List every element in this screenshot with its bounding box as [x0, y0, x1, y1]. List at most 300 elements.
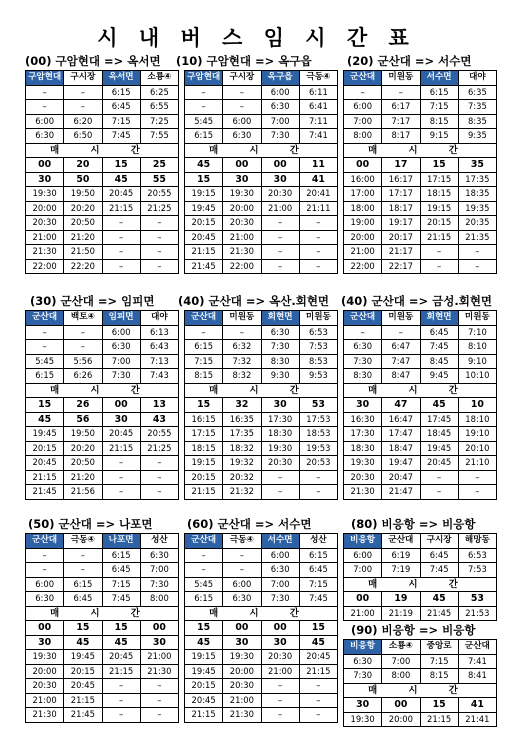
time-cell: 8:30 [344, 369, 382, 384]
time-cell: 19:30 [261, 441, 299, 456]
time-cell: – [185, 325, 223, 340]
time-cell: 20 [64, 158, 102, 173]
time-cell: 21:45 [64, 708, 102, 723]
time-cell: – [102, 485, 140, 500]
time-cell: 20:45 [299, 650, 337, 665]
table-row [26, 398, 179, 413]
time-cell: 21:15 [102, 201, 140, 216]
time-cell: 6:17 [382, 100, 420, 115]
time-cell: 6:00 [26, 114, 64, 129]
time-cell: 20:10 [458, 441, 496, 456]
schedule-table [343, 310, 497, 500]
route-timetable [25, 53, 179, 274]
time-cell: 15 [185, 172, 223, 187]
table-row [344, 441, 497, 456]
time-cell: 8:17 [382, 129, 420, 144]
time-cell: 7:15 [185, 354, 223, 369]
table-row [26, 354, 179, 369]
time-cell: 7:45 [102, 592, 140, 607]
table-row [344, 470, 497, 485]
time-cell: 7:10 [458, 325, 496, 340]
time-cell: – [299, 485, 337, 500]
interval-row [185, 606, 338, 621]
table-row [26, 485, 179, 500]
stop-name: 미원동 [458, 311, 496, 326]
time-cell: – [102, 259, 140, 274]
time-cell: 21:15 [299, 664, 337, 679]
table-row [26, 412, 179, 427]
time-cell: 9:53 [299, 369, 337, 384]
time-cell: – [64, 85, 102, 100]
table-row [185, 172, 338, 187]
stop-name: 미원동 [223, 311, 261, 326]
time-cell: 18:47 [382, 441, 420, 456]
stop-name: 서수면 [261, 534, 299, 549]
time-cell: 5:45 [185, 577, 223, 592]
table-row [26, 158, 179, 173]
time-cell: – [140, 456, 178, 471]
time-cell: 7:30 [261, 340, 299, 355]
time-cell: 20:30 [223, 216, 261, 231]
time-cell: 20:32 [223, 470, 261, 485]
time-cell: 19:45 [26, 427, 64, 442]
time-cell: 20:00 [223, 201, 261, 216]
time-cell: 20:20 [64, 441, 102, 456]
time-cell: 8:00 [382, 669, 420, 684]
time-cell: 22:00 [344, 259, 382, 274]
interval-label: 매 시 간 [26, 606, 179, 621]
time-cell: 7:30 [102, 369, 140, 384]
time-cell: – [223, 100, 261, 115]
time-cell: 20:47 [382, 470, 420, 485]
time-cell: 20:00 [223, 664, 261, 679]
time-cell: – [185, 85, 223, 100]
route-title: (50) 군산대 => 나포면 [28, 517, 153, 531]
time-cell: 20:15 [185, 470, 223, 485]
table-row [26, 85, 179, 100]
time-cell: 7:17 [382, 114, 420, 129]
table-row [185, 592, 338, 607]
time-cell: 8:00 [140, 592, 178, 607]
time-cell: 7:00 [140, 563, 178, 578]
time-cell: 20:35 [458, 216, 496, 231]
table-row [185, 259, 338, 274]
time-cell: – [102, 679, 140, 694]
table-row [344, 485, 497, 500]
table-row [26, 369, 179, 384]
time-cell: 7:15 [420, 654, 458, 669]
table-row [344, 325, 497, 340]
time-cell: 21:50 [64, 245, 102, 260]
time-cell: 21:15 [185, 485, 223, 500]
page-title: 시 내 버 스 임 시 간 표 [97, 26, 416, 50]
stop-name: 군산대 [382, 534, 420, 549]
time-cell: 19:53 [299, 441, 337, 456]
table-row [26, 577, 179, 592]
time-cell: 21:53 [458, 606, 496, 621]
time-cell: 6:53 [299, 325, 337, 340]
time-cell: 20:00 [382, 712, 420, 727]
time-cell: 18:35 [458, 187, 496, 202]
table-row [185, 470, 338, 485]
stop-name: 극동④ [299, 71, 337, 86]
time-cell: – [458, 245, 496, 260]
time-cell: 6:00 [344, 100, 382, 115]
time-cell: 21:15 [26, 470, 64, 485]
time-cell: – [64, 325, 102, 340]
interval-label: 매 시 간 [26, 143, 179, 158]
stop-name: 군산대 [26, 311, 64, 326]
time-cell: 6:30 [223, 592, 261, 607]
time-cell: 26 [64, 398, 102, 413]
schedule-table [184, 533, 338, 723]
time-cell: 6:00 [261, 85, 299, 100]
stop-name: 대야 [458, 71, 496, 86]
route-timetable [184, 516, 338, 723]
time-cell: 45 [185, 158, 223, 173]
time-cell: 47 [382, 398, 420, 413]
time-cell: 6:30 [26, 592, 64, 607]
time-cell: 7:19 [382, 563, 420, 578]
time-cell: 7:15 [102, 577, 140, 592]
time-cell: 10:10 [458, 369, 496, 384]
time-cell: 20:15 [185, 679, 223, 694]
time-cell: 17:17 [382, 187, 420, 202]
time-cell: – [140, 708, 178, 723]
time-cell: 6:15 [420, 85, 458, 100]
time-cell: 6:53 [458, 548, 496, 563]
stop-name: 해망동 [458, 534, 496, 549]
time-cell: 18:30 [344, 441, 382, 456]
time-cell: 9:15 [420, 129, 458, 144]
time-cell: 19:45 [185, 664, 223, 679]
time-cell: – [261, 679, 299, 694]
time-cell: 53 [299, 398, 337, 413]
time-cell: 30 [261, 635, 299, 650]
time-cell: 15 [102, 621, 140, 636]
time-cell: – [102, 216, 140, 231]
time-cell: 21:19 [382, 606, 420, 621]
time-cell: 9:45 [420, 369, 458, 384]
table-row [185, 708, 338, 723]
table-row [344, 172, 497, 187]
stop-name: 미원동 [382, 71, 420, 86]
time-cell: 22:20 [64, 259, 102, 274]
stop-header-row [344, 71, 497, 86]
stop-name: 구암현대 [26, 71, 64, 86]
time-cell: – [261, 230, 299, 245]
time-cell: 7:25 [140, 114, 178, 129]
time-cell: 7:30 [344, 354, 382, 369]
time-cell: 8:15 [185, 369, 223, 384]
time-cell: 6:15 [102, 548, 140, 563]
time-cell: 19:10 [458, 427, 496, 442]
time-cell: 7:45 [420, 340, 458, 355]
time-cell: 6:45 [420, 548, 458, 563]
route-title: (60) 군산대 => 서수면 [187, 517, 312, 531]
time-cell: 30 [26, 635, 64, 650]
time-cell: 30 [223, 172, 261, 187]
time-cell: – [420, 485, 458, 500]
time-cell: – [26, 325, 64, 340]
stop-name: 대야 [140, 311, 178, 326]
time-cell: 41 [299, 172, 337, 187]
table-row [344, 245, 497, 260]
time-cell: 21:45 [185, 259, 223, 274]
time-cell: 20:30 [344, 470, 382, 485]
time-cell: 20:45 [185, 693, 223, 708]
table-row [185, 635, 338, 650]
table-row [344, 563, 497, 578]
time-cell: 6:30 [140, 548, 178, 563]
interval-label: 매 시 간 [185, 606, 338, 621]
time-cell: – [26, 340, 64, 355]
route-title: (80) 비응항 => 비응항 [351, 517, 476, 531]
time-cell: 8:10 [458, 340, 496, 355]
time-cell: 6:15 [185, 129, 223, 144]
time-cell: 19:45 [64, 650, 102, 665]
time-cell: 21:15 [102, 664, 140, 679]
table-row [26, 427, 179, 442]
time-cell: 20:30 [261, 456, 299, 471]
stop-name: 회현면 [261, 311, 299, 326]
time-cell: 8:00 [344, 129, 382, 144]
table-row [26, 216, 179, 231]
stop-header-row [344, 311, 497, 326]
time-cell: 30 [261, 172, 299, 187]
table-row [26, 456, 179, 471]
table-row [185, 398, 338, 413]
time-cell: 19:15 [185, 456, 223, 471]
time-cell: – [261, 485, 299, 500]
time-cell: 20:45 [185, 230, 223, 245]
table-row [185, 577, 338, 592]
table-row [344, 158, 497, 173]
time-cell: 22:00 [223, 259, 261, 274]
time-cell: 20:50 [64, 216, 102, 231]
time-cell: 16:17 [382, 172, 420, 187]
time-cell: 20:00 [26, 201, 64, 216]
stop-name: 구시장 [223, 71, 261, 86]
table-row [185, 325, 338, 340]
stop-name: 구암현대 [185, 71, 223, 86]
time-cell: 8:45 [420, 354, 458, 369]
table-row [344, 548, 497, 563]
time-cell: 7:15 [299, 577, 337, 592]
time-cell: – [64, 548, 102, 563]
time-cell: 20:55 [140, 187, 178, 202]
time-cell: 21:20 [64, 470, 102, 485]
table-row [185, 100, 338, 115]
time-cell: – [458, 485, 496, 500]
time-cell: 55 [140, 172, 178, 187]
interval-row [26, 143, 179, 158]
interval-label: 매 시 간 [185, 143, 338, 158]
table-row [344, 592, 497, 607]
table-row [185, 158, 338, 173]
time-cell: – [420, 245, 458, 260]
time-cell: 17 [382, 158, 420, 173]
time-cell: 7:53 [458, 563, 496, 578]
stop-name: 비응항 [344, 534, 382, 549]
time-cell: 20:45 [420, 456, 458, 471]
time-cell: 19:17 [382, 216, 420, 231]
interval-row [344, 143, 497, 158]
time-cell: 21:00 [344, 606, 382, 621]
table-row [26, 664, 179, 679]
time-cell: 6:11 [299, 85, 337, 100]
time-cell: 18:00 [344, 201, 382, 216]
time-cell: – [223, 548, 261, 563]
time-cell: 17:35 [223, 427, 261, 442]
stop-name: 서수면 [420, 71, 458, 86]
time-cell: 18:15 [420, 187, 458, 202]
stop-header-row [26, 311, 179, 326]
time-cell: 6:47 [382, 340, 420, 355]
time-cell: 20:30 [261, 187, 299, 202]
time-cell: 6:00 [344, 548, 382, 563]
time-cell: 6:30 [223, 129, 261, 144]
time-cell: – [299, 245, 337, 260]
table-row [344, 187, 497, 202]
time-cell: – [185, 563, 223, 578]
time-cell: 00 [344, 158, 382, 173]
time-cell: 21:56 [64, 485, 102, 500]
schedule-table [25, 310, 179, 500]
time-cell: 18:45 [420, 427, 458, 442]
time-cell: 53 [458, 592, 496, 607]
time-cell: 7:00 [382, 654, 420, 669]
time-cell: 5:45 [26, 354, 64, 369]
time-cell: 20:30 [26, 679, 64, 694]
table-row [185, 85, 338, 100]
time-cell: 19:50 [64, 427, 102, 442]
time-cell: – [185, 100, 223, 115]
time-cell: 5:56 [64, 354, 102, 369]
time-cell: 19:47 [382, 456, 420, 471]
time-cell: – [299, 470, 337, 485]
interval-label: 매 시 간 [344, 143, 497, 158]
time-cell: 00 [261, 158, 299, 173]
time-cell: – [299, 693, 337, 708]
time-cell: 21:20 [64, 230, 102, 245]
time-cell: 6:19 [382, 548, 420, 563]
time-cell: 7:00 [261, 114, 299, 129]
time-cell: 20:30 [261, 650, 299, 665]
table-row [344, 85, 497, 100]
time-cell: 19:45 [420, 441, 458, 456]
time-cell: 6:45 [102, 563, 140, 578]
time-cell: 18:15 [185, 441, 223, 456]
table-row [185, 441, 338, 456]
time-cell: 8:15 [420, 114, 458, 129]
time-cell: – [26, 85, 64, 100]
table-row [26, 441, 179, 456]
time-cell: – [26, 548, 64, 563]
time-cell: – [299, 259, 337, 274]
table-row [185, 679, 338, 694]
table-row [26, 693, 179, 708]
time-cell: 8:30 [261, 354, 299, 369]
table-row [344, 201, 497, 216]
interval-row [185, 383, 338, 398]
time-cell: 22:00 [26, 259, 64, 274]
interval-row [344, 577, 497, 592]
stop-name: 나포면 [102, 534, 140, 549]
stop-name: 백토④ [64, 311, 102, 326]
time-cell: – [140, 216, 178, 231]
time-cell: 7:45 [102, 129, 140, 144]
interval-row [344, 683, 497, 698]
time-cell: 00 [344, 592, 382, 607]
time-cell: 45 [64, 635, 102, 650]
table-row [26, 470, 179, 485]
time-cell: 21:17 [382, 245, 420, 260]
table-row [344, 669, 497, 684]
time-cell: 6:25 [140, 85, 178, 100]
time-cell: 6:30 [102, 340, 140, 355]
time-cell: 16:47 [382, 412, 420, 427]
time-cell: 45 [26, 412, 64, 427]
time-cell: 17:45 [420, 412, 458, 427]
route-timetable [25, 516, 179, 723]
time-cell: 6:20 [64, 114, 102, 129]
stop-name: 비응항 [344, 640, 382, 655]
route-title: (20) 군산대 => 서수면 [347, 54, 472, 68]
time-cell: 43 [140, 412, 178, 427]
table-row [26, 621, 179, 636]
time-cell: 6:45 [64, 592, 102, 607]
table-row [185, 456, 338, 471]
time-cell: 7:41 [458, 654, 496, 669]
time-cell: 17:30 [261, 412, 299, 427]
time-cell: 7:30 [261, 592, 299, 607]
interval-label: 매 시 간 [185, 383, 338, 398]
table-row [26, 592, 179, 607]
time-cell: 19:15 [185, 187, 223, 202]
time-cell: 6:30 [261, 325, 299, 340]
time-cell: 20:45 [102, 427, 140, 442]
stop-header-row [26, 534, 179, 549]
route-timetable [343, 293, 497, 500]
time-cell: 30 [261, 398, 299, 413]
stop-name: 구시장 [420, 534, 458, 549]
stop-name: 소룡④ [140, 71, 178, 86]
stop-name: 소룡④ [382, 640, 420, 655]
time-cell: – [420, 259, 458, 274]
route-timetable [178, 293, 338, 500]
time-cell: 6:50 [64, 129, 102, 144]
table-row [344, 259, 497, 274]
table-row [185, 129, 338, 144]
time-cell: – [102, 230, 140, 245]
time-cell: 21:30 [26, 708, 64, 723]
time-cell: 19:30 [223, 187, 261, 202]
time-cell: 00 [26, 621, 64, 636]
time-cell: 6:15 [102, 85, 140, 100]
route-timetable [343, 516, 497, 621]
time-cell: 19:50 [64, 187, 102, 202]
time-cell: 7:13 [140, 354, 178, 369]
table-row [26, 201, 179, 216]
time-cell: 00 [382, 698, 420, 713]
route-title: (90) 비응항 => 비응항 [351, 623, 476, 637]
time-cell: 21:11 [299, 201, 337, 216]
table-row [344, 230, 497, 245]
time-cell: – [299, 216, 337, 231]
time-cell: 45 [102, 635, 140, 650]
time-cell: 30 [344, 398, 382, 413]
